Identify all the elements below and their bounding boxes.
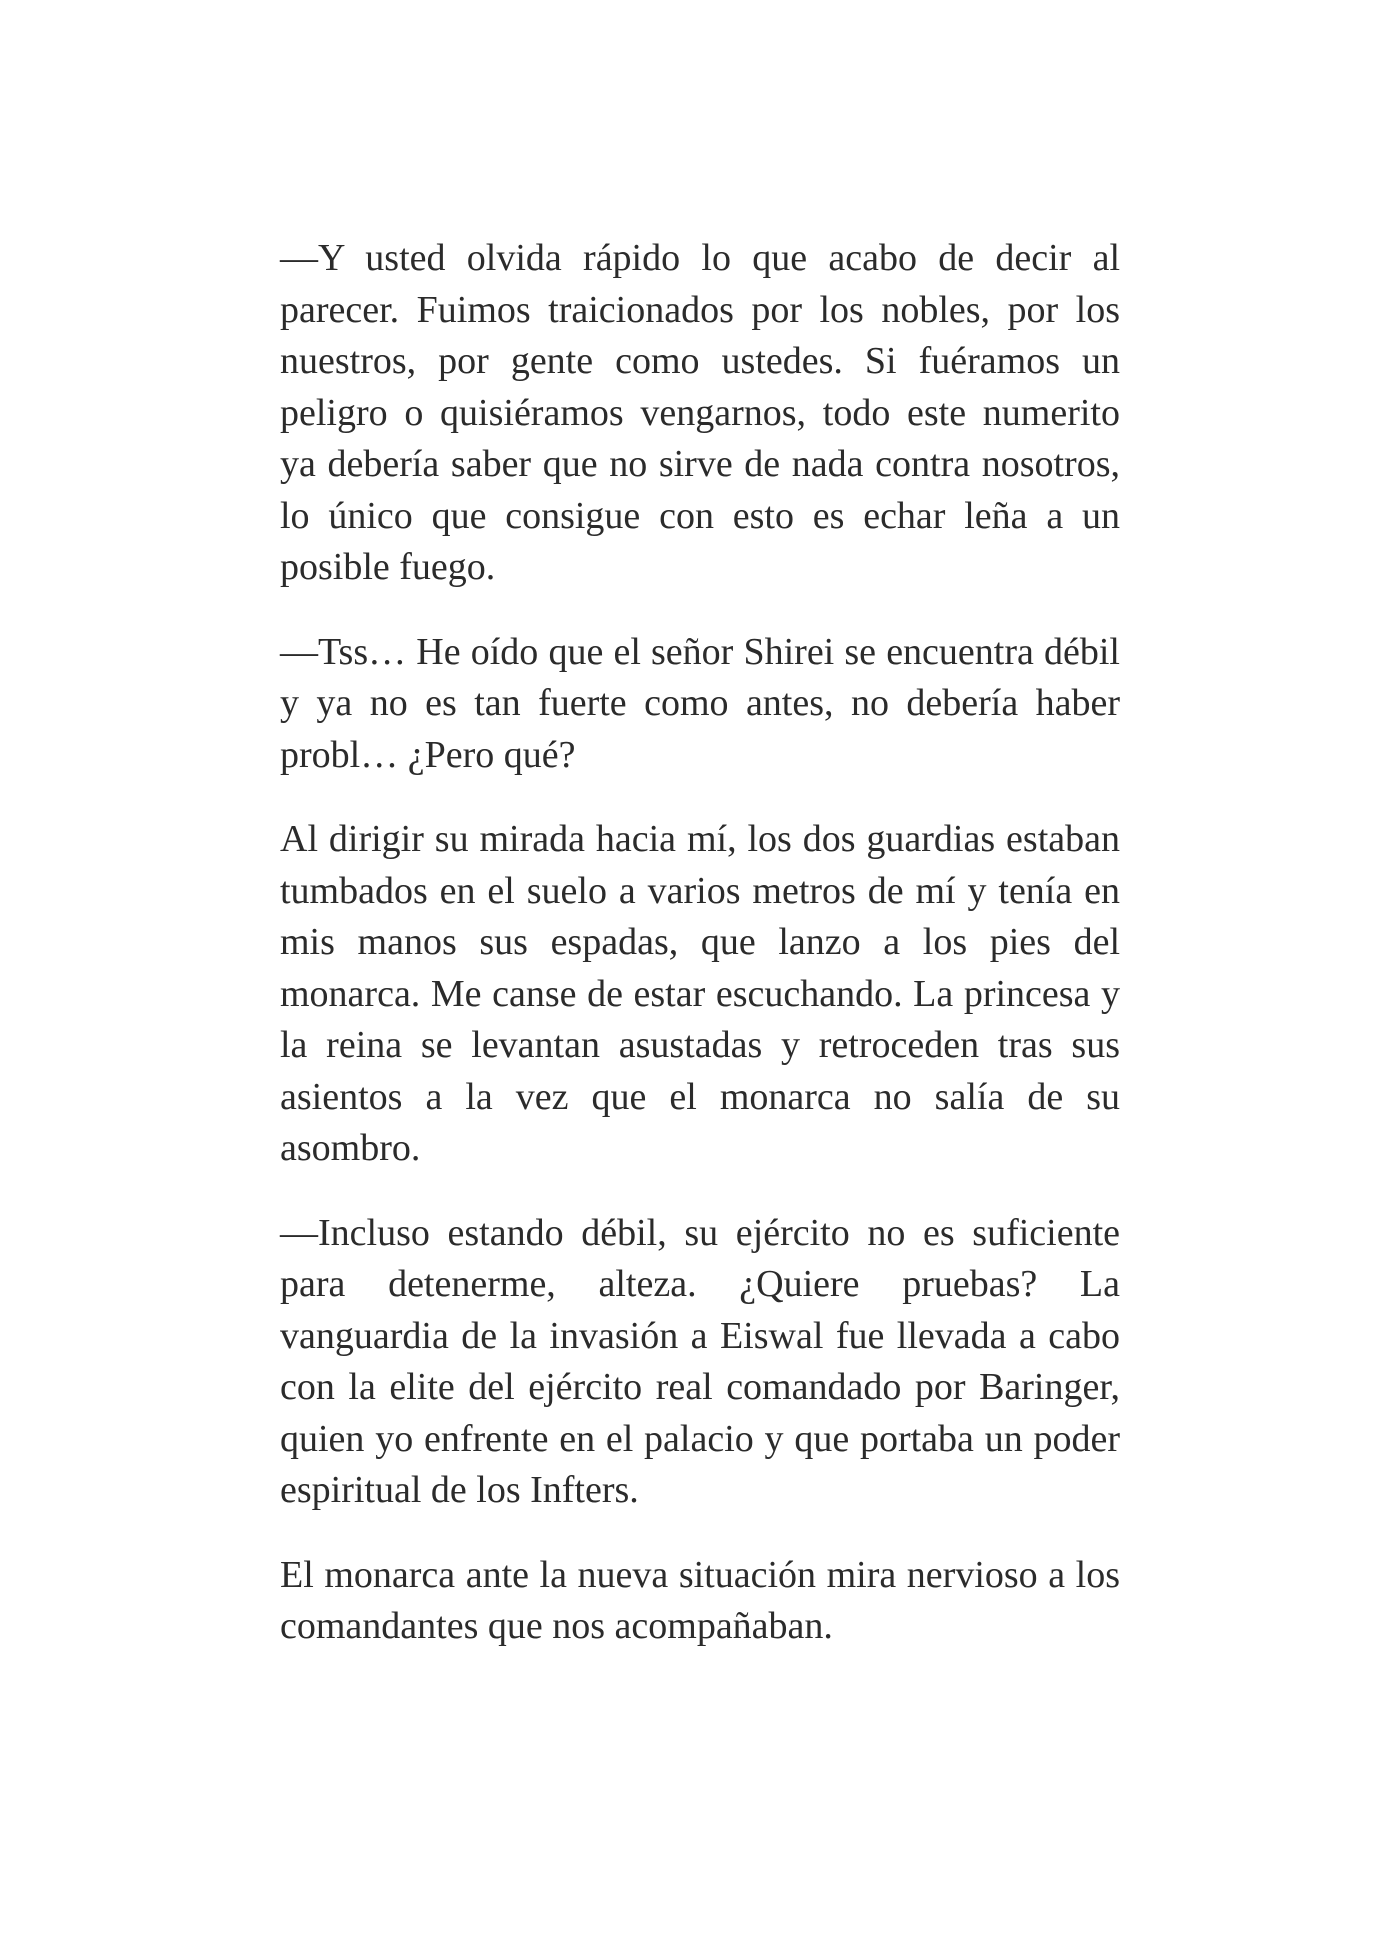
- paragraph: —Incluso estando débil, su ejército no es suficiente para detenerme, alteza. ¿Quiere pruebas? La vanguardia de la invasión a Eiswal fue llevada a cabo con la elite del ejército real comandado por Baringer, quien yo enfrente en el palacio y que portaba un poder espiritual de los Infters.: [280, 1211, 1120, 1511]
- paragraph: El monarca ante la nueva situación mira nervioso a los comandantes que nos acompañaban.: [280, 1553, 1120, 1647]
- page-body: [280, 233, 1120, 1686]
- paragraph: —Y usted olvida rápido lo que acabo de decir al parecer. Fuimos traicionados por los nobles, por los nuestros, por gente como ustedes. Si fuéramos un peligro o quisiéramos vengarnos, todo este numerito ya debería saber que no sirve de nada contra nosotros, lo único que consigue con esto es echar leña a un posible fuego.: [280, 237, 1120, 588]
- paragraph: —Tss… He oído que el señor Shirei se encuentra débil y ya no es tan fuerte como antes, no debería haber probl… ¿Pero qué?: [280, 630, 1120, 776]
- paragraph: Al dirigir su mirada hacia mí, los dos guardias estaban tumbados en el suelo a varios metros de mí y tenía en mis manos sus espadas, que lanzo a los pies del monarca. Me canse de estar escuchando. La princesa y la reina se levantan asustadas y retroceden tras sus asientos a la vez que el monarca no salía de su asombro.: [280, 818, 1120, 1169]
